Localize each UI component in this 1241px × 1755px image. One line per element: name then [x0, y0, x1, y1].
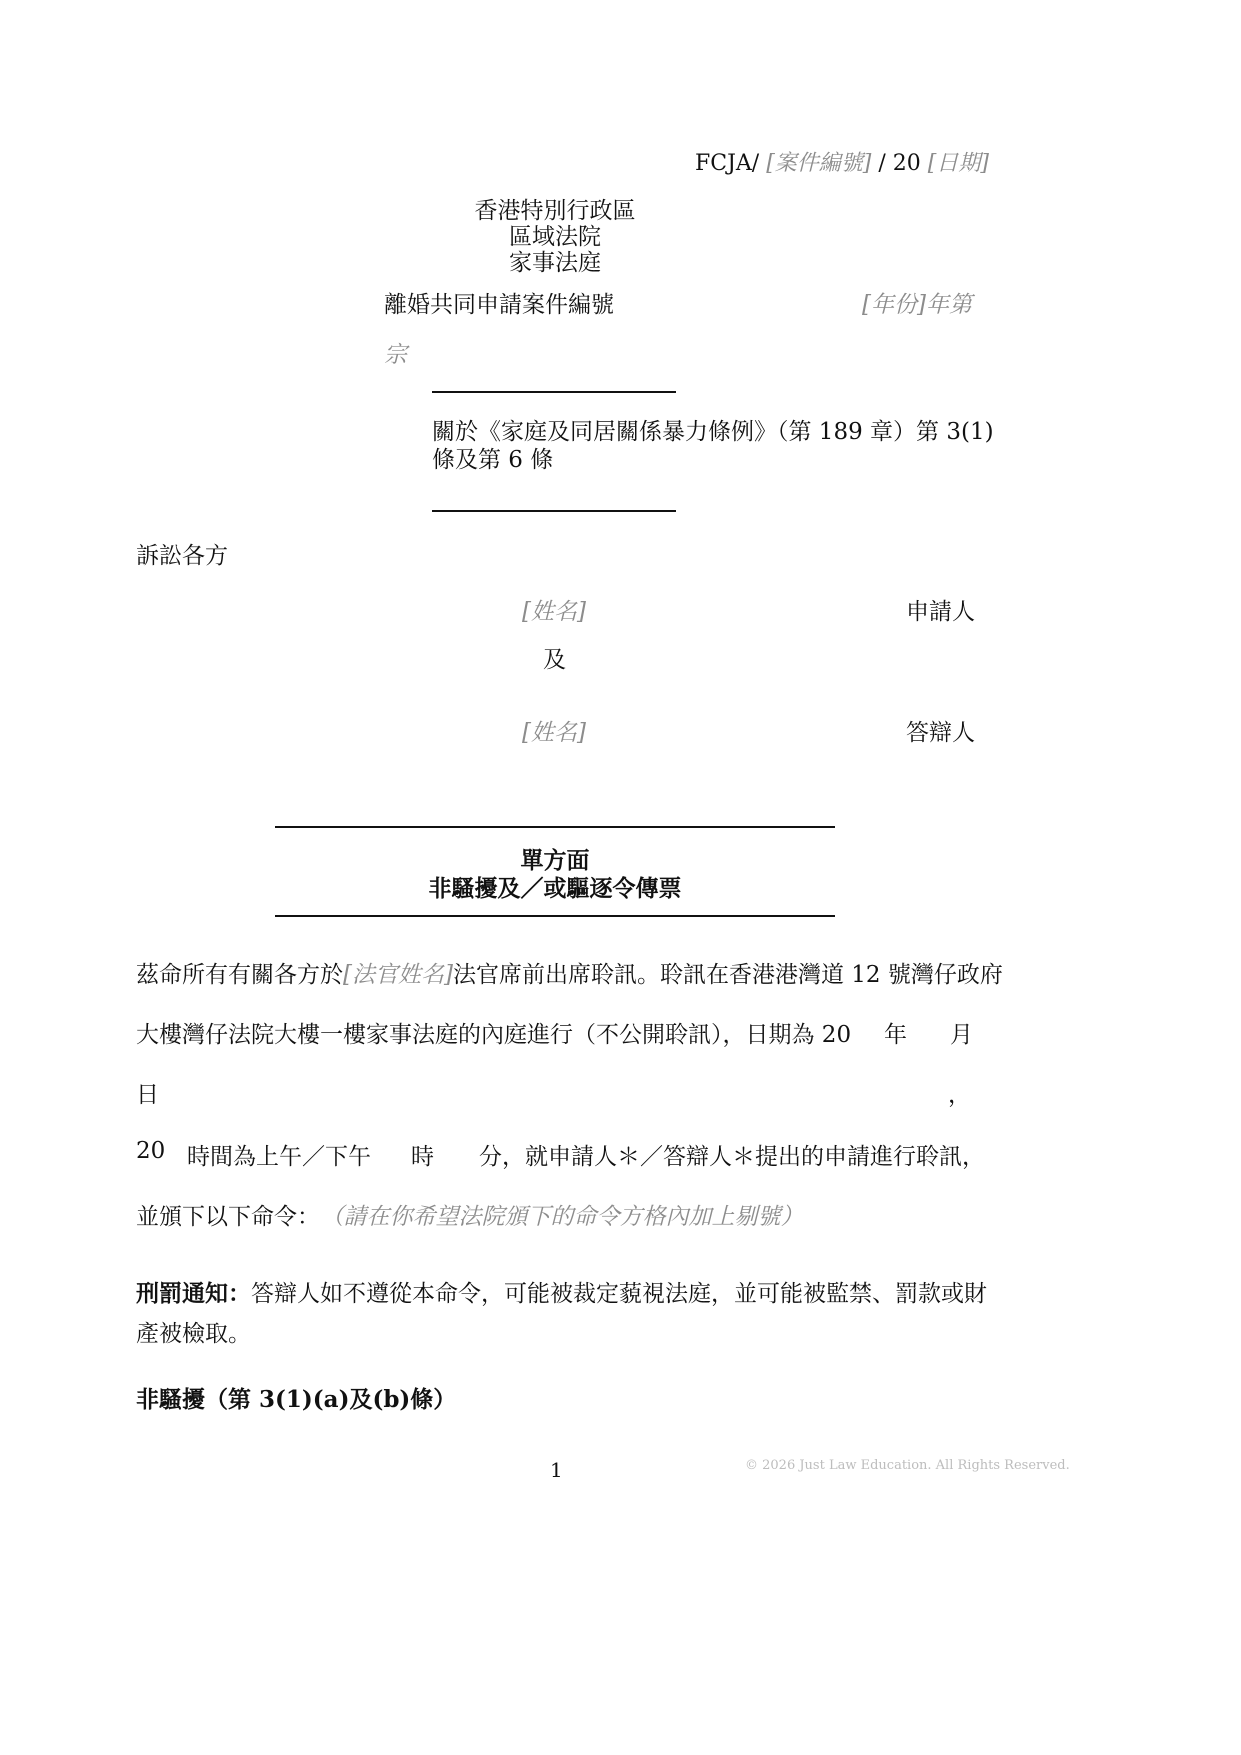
court-line-3: 家事法庭: [509, 250, 601, 276]
statute-line-2: 條及第 6 條: [432, 447, 554, 473]
penalty-label: 刑罰通知：: [136, 1280, 251, 1307]
order-intro: 並頒下以下命令：: [136, 1204, 320, 1230]
penalty-notice: [136, 1274, 987, 1354]
year-placeholder: [年份]: [862, 292, 926, 318]
hearing-month-unit: 月: [950, 1022, 973, 1048]
judge-name-placeholder: [法官姓名]: [343, 962, 453, 988]
case-ref-prefix: FCJA/: [695, 151, 767, 176]
case-number-label: 離婚共同申請案件編號: [384, 292, 614, 318]
case-year-field: [862, 286, 972, 319]
title-rule-top: [275, 826, 835, 828]
order-instruction: （請在你希望法院頒下的命令方格內加上剔號）: [332, 1204, 804, 1230]
line-4-year: 20: [136, 1138, 166, 1164]
line-4-time-label: 時間為上午／下午: [187, 1144, 371, 1170]
statute-line-1: 關於《家庭及同居關係暴力條例》（第 189 章）第 3(1): [432, 419, 994, 445]
hearing-day-unit: 日: [136, 1082, 159, 1108]
date-placeholder: [日期]: [927, 151, 989, 176]
copyright-notice: © 2026 Just Law Education. All Rights Reserved.: [745, 1458, 1070, 1473]
applicant-role: 申請人: [906, 599, 975, 625]
body-line-2: 大樓灣仔法院大樓一樓家事法庭的內庭進行（不公開聆訊），日期為 20: [136, 1022, 852, 1048]
case-number-placeholder: [案件編號]: [766, 151, 872, 176]
penalty-text-1: 答辯人如不遵從本命令，可能被裁定藐視法庭，並可能被監禁、罰款或財: [251, 1281, 987, 1307]
court-line-2: 區域法院: [509, 224, 601, 250]
body-text-1b: 法官席前出席聆訊。聆訊在香港港灣道 12 號灣仔政府: [452, 962, 1003, 988]
page-number: 1: [550, 1458, 563, 1482]
parties-heading: 訴訟各方: [136, 543, 228, 569]
hearing-year-unit: 年: [884, 1022, 907, 1048]
title-line-1: 單方面: [520, 847, 590, 874]
body-text-1a: 茲命所有有關各方於: [136, 962, 343, 988]
case-reference: [695, 146, 989, 177]
penalty-text-2: 產被檢取。: [136, 1321, 251, 1347]
line-4-minute-text: 分，就申請人＊／答辯人＊提出的申請進行聆訊，: [479, 1144, 985, 1170]
line-3-comma: ，: [948, 1082, 971, 1108]
body-line-5: [136, 1198, 804, 1231]
line-4-hour-unit: 時: [411, 1144, 434, 1170]
document-title: [275, 847, 835, 903]
court-line-1: 香港特別行政區: [474, 198, 636, 224]
body-line-1: [136, 956, 1003, 989]
respondent-name-placeholder: [姓名]: [522, 720, 586, 746]
title-rule-bottom: [275, 915, 835, 917]
case-ref-mid: / 20: [871, 151, 928, 176]
statute-reference: [432, 418, 994, 474]
respondent-role: 答辯人: [906, 720, 975, 746]
statute-rule-bottom: [432, 510, 676, 512]
applicant-name-placeholder: [姓名]: [522, 599, 586, 625]
court-header: [455, 198, 655, 276]
statute-rule-top: [432, 391, 676, 393]
title-line-2: 非騷擾及／或驅逐令傳票: [428, 875, 682, 902]
case-suffix: 宗: [384, 342, 407, 368]
and-connector: 及: [543, 647, 566, 673]
section-heading: 非騷擾（第 3(1)(a)及(b)條）: [136, 1386, 457, 1413]
year-suffix: 年第: [925, 292, 972, 318]
